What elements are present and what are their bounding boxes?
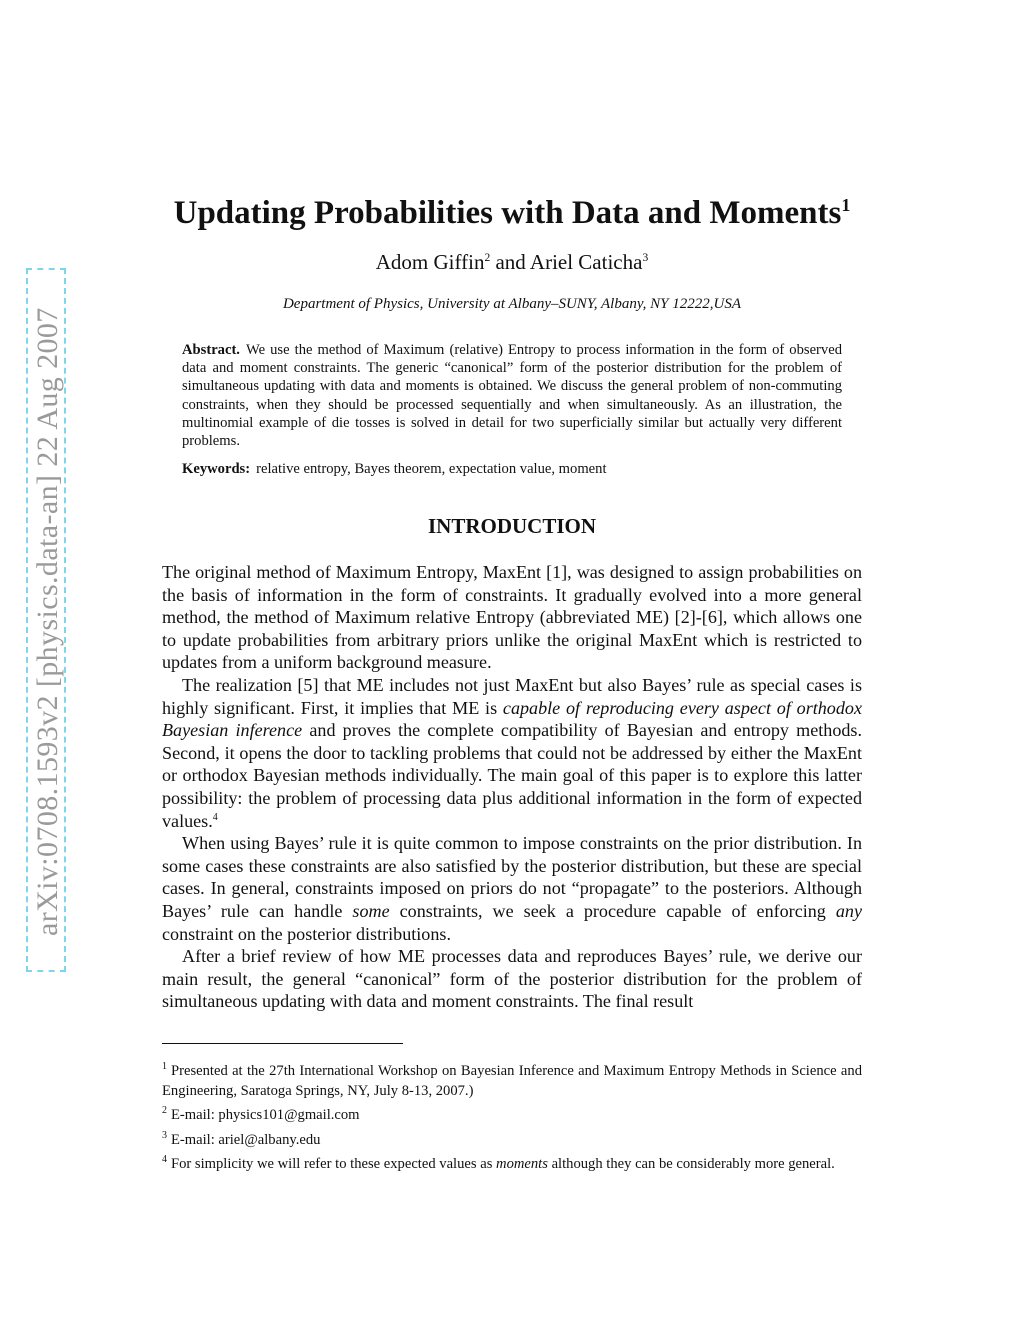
paragraph-text: constraint on the posterior distributions.: [162, 923, 451, 944]
footnote-marker: 4: [212, 811, 218, 823]
emphasis-text: any: [835, 900, 862, 921]
affiliation: Department of Physics, University at Albany–SUNY, Albany, NY 12222,USA: [282, 296, 742, 312]
emphasis-text: capable of reproducing every aspect of orthodox Bayesian inference: [162, 697, 862, 741]
paper-title: [0, 192, 1024, 234]
paragraph-text: constraints, we seek a procedure capable of enforcing: [389, 900, 836, 921]
footnote-divider: [162, 1043, 403, 1044]
paragraph: The original method of Maximum Entropy, MaxEnt [1], was designed to assign probabilities on the basis of information in the form of constraints. It gradually evolved into a more general method, the method of Maximum relative Entropy (abbreviated ME) [2]-[6], which allows one to update probabilities from arbitrary priors unlike the original MaxEnt which is restricted to updates from a uniform background measure.: [162, 562, 862, 673]
paragraph-text: and proves the complete compatibility of Bayesian and entropy methods. Second, it opens the door to tackling problems that could not be addressed by either the MaxEnt or orthodox Bayesian methods individually. The main goal of this paper is to explore this latter possibility: the problem of processing data plus additional information in the form of expected values.: [162, 720, 862, 831]
arxiv-identifier: arXiv:0708.1593v2 [physics.data-an] 22 Aug 2007: [31, 307, 64, 937]
author-footnote-marker: 2: [484, 252, 491, 264]
emphasis-text: some: [352, 900, 390, 921]
abstract-label: Abstract.: [182, 342, 240, 358]
paragraph-text: The realization [5] that ME includes not just MaxEnt but also Bayes’ rule as special cases is highly significant. First, it implies that ME is: [162, 674, 862, 718]
author-list: [0, 247, 1024, 277]
footnote-email: E-mail: physics101@gmail.com: [171, 1107, 360, 1124]
emphasis-text: moments: [496, 1156, 548, 1173]
footnote: [162, 1057, 862, 1101]
footnotes: [162, 1057, 862, 1175]
footnote-text: Presented at the 27th International Workshop on Bayesian Inference and Maximum Entropy Methods in Science and Engineering, Saratoga Springs, NY, July 8-13, 2007.): [162, 1063, 862, 1099]
title-text: Updating Probabilities with Data and Moments: [173, 195, 842, 231]
footnote-number: 3: [162, 1129, 167, 1141]
title-footnote-marker: 1: [841, 195, 851, 215]
keywords: [182, 460, 842, 478]
footnote-number: 4: [162, 1154, 167, 1166]
abstract: [182, 341, 842, 450]
paragraph: After a brief review of how ME processes data and reproduces Bayes’ rule, we derive our main result, the general “canonical” form of the posterior distribution for the problem of simultaneous updating with data and moment constraints. The final result: [162, 946, 862, 1012]
abstract-text: We use the method of Maximum (relative) Entropy to process information in the form of observed data and moment constraints. The generic “canonical” form of the posterior distribution for the problem of simultaneous updating with data and moments is obtained. We discuss the general problem of non-commuting constraints, when they should be processed sequentially and when simultaneously. As an illustration, the multinomial example of die tosses is solved in detail for two superficially similar but actually very different problems.: [182, 342, 842, 450]
introduction-body: [162, 561, 862, 1013]
paragraph-text: When using Bayes’ rule it is quite common to impose constraints on the prior distribution. In some cases these constraints are also satisfied by the posterior distribution, but these are special cases. In general, constraints imposed on priors do not “propagate” to the posteriors. Although Bayes’ rule can handle: [162, 833, 862, 921]
footnote-number: 2: [162, 1105, 167, 1117]
section-heading-introduction: INTRODUCTION: [427, 514, 597, 538]
author-separator: and: [495, 250, 526, 274]
footnote-text: although they can be considerably more general.: [547, 1156, 835, 1173]
footnote: [162, 1126, 862, 1151]
author-footnote-marker: 3: [642, 252, 649, 264]
author-name: Adom Giffin: [375, 250, 485, 274]
paragraph: [162, 832, 862, 945]
footnote: [162, 1150, 862, 1175]
footnote-email: E-mail: ariel@albany.edu: [171, 1131, 321, 1148]
footnote: [162, 1101, 862, 1126]
footnote-text: For simplicity we will refer to these expected values as: [171, 1156, 497, 1173]
arxiv-stamp: [26, 268, 66, 972]
footnote-number: 1: [162, 1061, 167, 1072]
keywords-label: Keywords:: [182, 461, 251, 477]
keywords-text: relative entropy, Bayes theorem, expectation value, moment: [256, 461, 607, 477]
paragraph: [162, 674, 862, 832]
author-name: Ariel Caticha: [529, 250, 643, 274]
